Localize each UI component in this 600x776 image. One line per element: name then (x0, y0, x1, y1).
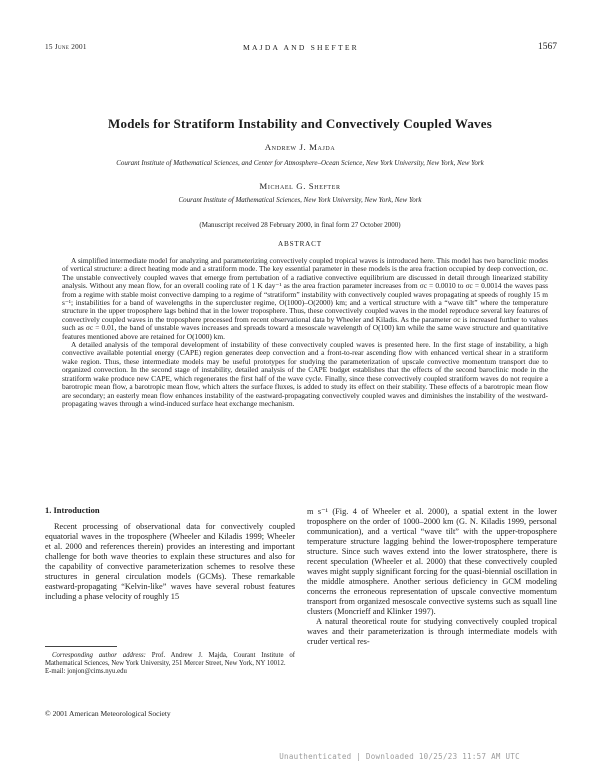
page-number: 1567 (538, 42, 557, 52)
abstract-heading: ABSTRACT (278, 240, 322, 248)
corresponding-author-address: Prof. Andrew J. Majda, Courant Institute of Mathematical Sciences, New York University, 251 Mercer Street, New York, NY 10012. (45, 652, 295, 667)
section-heading-introduction: 1. Introduction (45, 505, 100, 515)
body-paragraph: A natural theoretical route for studying convectively coupled tropical waves and their parameterization is through intermediate models with cruder vertical res- (307, 617, 557, 646)
corresponding-author-note (45, 652, 295, 668)
paper-title: Models for Stratiform Instability and Convectively Coupled Waves (108, 116, 492, 131)
intro-paragraph: Recent processing of observational data for convectively coupled equatorial waves in the troposphere (Wheeler and Kiladis 1999; Wheeler et al. 2000 and references therein) provides an interesting and important challenge for both wave theories to explain these structures and also for the capability of convective parameterization schemes to resolve these structures in general circulation models (GCMs). These remarkable eastward-propagating “Kelvin-like” waves have several robust features including a phase velocity of roughly 15 (45, 522, 295, 601)
author-name-majda: Andrew J. Majda (264, 142, 336, 152)
body-paragraph-continued: m s⁻¹ (Fig. 4 of Wheeler et al. 2000), a spatial extent in the lower troposphere on the order of 1000–2000 km (G. N. Kiladis 1999, personal communication), and a vertical “wave tilt” with the upper-troposphere temperature structure lagging behind the lower-troposphere temperature structure. Since such waves extend into the lower stratosphere, there is recent speculation (Wheeler et al. 2000) that these convectively coupled waves might supply significant forcing for the quasi-biennial oscillation in the middle atmosphere. Another serious deficiency in GCM modeling concerns the erroneous representation of upscale convective momentum transport from organized mesoscale convective systems such as squall line clusters (Moncrieff and Klinker 1997). (307, 507, 557, 616)
abstract-body (62, 257, 548, 408)
right-column (307, 507, 557, 647)
body-columns (45, 505, 557, 723)
footnote (45, 646, 295, 676)
running-head (45, 43, 557, 55)
copyright-notice: © 2001 American Meteorological Society (45, 709, 171, 718)
left-column (45, 505, 295, 723)
abstract-paragraph: A detailed analysis of the temporal development of instability of these convectively coupled waves is presented here. In the first stage of instability, a high convective available potential energy (CAPE) region generates deep convection and a front-to-rear ascending flow with enhanced vertical shear in a stratiform wake region. Thus, these intermediate models may be useful prototypes for studying the parameterization of upscale convective momentum transport due to organized convection. In the second stage of instability, detailed analysis of the CAPE budget establishes that the effects of the second baroclinic mode in the stratiform wake produce new CAPE, which regenerates the first half of the wave cycle. Finally, since these convectively coupled stratiform waves do not require a barotropic mean flow, a barotropic mean flow, which alters the surface fluxes, is added to study its effect on their stability. These effects of a barotropic mean flow are secondary; an easterly mean flow enhances instability of the eastward-propagating convectively coupled waves and diminishes the instability of the westward-propagating waves through a wind-induced surface heat exchange mechanism. (62, 340, 548, 408)
manuscript-received-note: (Manuscript received 28 February 2000, in final form 27 October 2000) (199, 221, 401, 229)
author-name-shefter: Michael G. Shefter (259, 181, 341, 191)
download-stamp: Unauthenticated | Downloaded 10/25/23 11:57 AM UTC (279, 752, 520, 761)
abstract-paragraph: A simplified intermediate model for analyzing and parameterizing convectively coupled tropical waves is introduced here. This model has two baroclinic modes of vertical structure: a direct heating mode and a stratiform mode. The key essential parameter in these models is the area fraction occupied by deep convection, σc. The unstable convectively coupled waves that emerge from pertubation of a radiative convective equilibrium are discussed in detail through linearized stability analysis. Without any mean flow, for an overall cooling rate of 1 K day⁻¹ as the area fraction parameter increases from σc = 0.0010 to σc = 0.0014 the waves pass from a regime with stable moist convective damping to a regime of “stratiform” instability with convectively coupled waves propagating at speeds of roughly 15 m s⁻¹; instabilities for a band of wavelengths in the supercluster regime, O(1000)–O(2000) km; and a vertical structure with a “wave tilt” where the temperature structure in the upper troposphere lags behind that in the lower troposphere. Thus, these convectively coupled waves in the model reproduce several key features of convectively coupled waves in the troposphere processed from recent observational data by Wheeler and Kiladis. As the parameter σc is increased further to values such as σc = 0.01, the band of unstable waves increases and spreads toward a mesoscale wavelength of O(100) km while the same wave structure and quantitative features mentioned above are retained for O(1000) km. (62, 256, 548, 341)
author-affiliation-shefter: Courant Institute of Mathematical Sciences, New York University, New York, New York (178, 196, 422, 204)
footnote-rule (45, 646, 117, 647)
running-title: MAJDA AND SHEFTER (243, 43, 359, 52)
corresponding-author-email: E-mail: jonjon@cims.nyu.edu (45, 668, 127, 675)
author-affiliation-majda: Courant Institute of Mathematical Sciences, and Center for Atmosphere–Ocean Science, New York University, New York, New York (116, 159, 484, 167)
corresponding-author-label: Corresponding author address: (52, 652, 146, 659)
issue-date: 15 June 2001 (45, 43, 87, 51)
